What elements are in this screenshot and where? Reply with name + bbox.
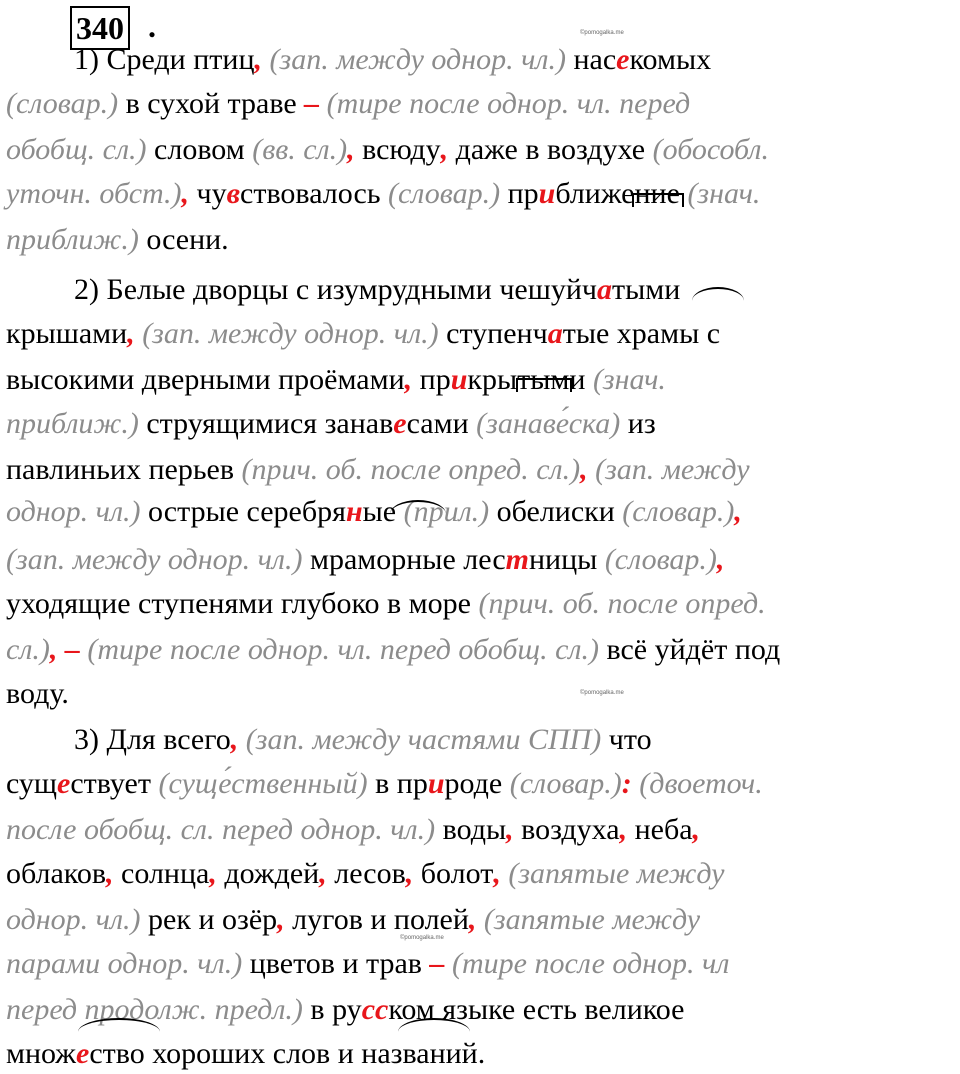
text-segment: воздуха: [513, 813, 620, 846]
text-segment: крышами: [6, 317, 128, 350]
text-segment: струящимися занав: [138, 407, 394, 440]
text-segment: даже в воздухе: [448, 133, 653, 166]
watermark: ©pomogalka.me: [580, 30, 624, 36]
highlighted-orthogram: сс: [361, 993, 389, 1026]
grammar-comment: (словар.): [509, 767, 622, 800]
text-segment: [476, 903, 484, 936]
text-segment: дождей: [216, 857, 320, 890]
grammar-comment: (тире после однор. чл: [451, 947, 730, 980]
text-line: [6, 1034, 485, 1074]
highlighted-orthogram: ,: [716, 543, 725, 576]
text-line: [6, 492, 742, 532]
text-line: [6, 854, 724, 894]
text-segment: сущ: [6, 767, 58, 800]
text-segment: всюду: [354, 133, 441, 166]
text-segment: лугов и полей: [284, 903, 469, 936]
text-segment: цветов и трав: [242, 947, 430, 980]
grammar-comment: сл.): [6, 633, 50, 666]
grammar-comment: (зап. между однор. чл.): [142, 317, 439, 350]
text-segment: 3) Для всего: [74, 723, 231, 756]
grammar-comment: приближ.): [6, 223, 139, 256]
highlighted-orthogram: ,: [468, 903, 477, 936]
text-line: [74, 270, 680, 310]
grammar-comment: (запятые между: [483, 903, 701, 936]
grammar-comment: (знач.: [687, 177, 761, 210]
text-segment: в сухой траве: [118, 87, 305, 120]
highlighted-orthogram: ,: [106, 857, 114, 890]
text-segment: 1) Среди птиц: [74, 43, 255, 76]
grammar-comment: (зап. между однор. чл.): [269, 43, 566, 76]
text-segment: ствует: [70, 767, 159, 800]
text-segment: пр: [412, 363, 451, 396]
grammar-comment: (прич. об. после опред.: [478, 587, 766, 620]
text-line: [6, 84, 690, 124]
text-segment: 2) Белые дворцы с изумрудными чешуйч: [74, 273, 597, 306]
watermark: ©pomogalka.me: [400, 935, 444, 941]
grammar-comment: парами однор. чл.): [6, 947, 243, 980]
grammar-comment: (словар.): [6, 87, 119, 120]
highlighted-orthogram: е: [76, 1037, 90, 1070]
text-segment: болот: [413, 857, 494, 890]
text-segment: в ру: [302, 993, 362, 1026]
text-segment: из: [620, 407, 656, 440]
highlighted-orthogram: :: [621, 767, 632, 800]
highlighted-orthogram: , –: [49, 633, 80, 666]
grammar-comment: однор. чл.): [6, 903, 141, 936]
text-segment: всё уйдёт под: [598, 633, 781, 666]
text-segment: ближение: [555, 177, 688, 210]
text-segment: [262, 43, 270, 76]
text-segment: пр: [500, 177, 539, 210]
highlighted-orthogram: а: [596, 273, 612, 306]
text-line: [74, 720, 652, 760]
grammar-comment: (словар.): [622, 495, 735, 528]
text-segment: солнца: [113, 857, 210, 890]
text-line: [6, 674, 69, 714]
grammar-comment: (зап. между однор. чл.): [6, 543, 303, 576]
grammar-comment: (занаве́ска): [476, 407, 621, 440]
highlighted-orthogram: ,: [127, 317, 135, 350]
highlighted-orthogram: н: [345, 495, 363, 528]
text-line: [6, 314, 720, 354]
highlighted-orthogram: ,: [506, 813, 514, 846]
highlighted-orthogram: ,: [277, 903, 285, 936]
prefix-mark: [632, 193, 684, 207]
highlighted-orthogram: ,: [692, 813, 701, 846]
text-segment: неба: [627, 813, 693, 846]
text-segment: сами: [406, 407, 477, 440]
grammar-comment: приближ.): [6, 407, 139, 440]
grammar-comment: (двоеточ.: [639, 767, 763, 800]
highlighted-orthogram: ,: [404, 363, 413, 396]
text-line: [74, 40, 711, 80]
text-segment: роде: [444, 767, 510, 800]
text-segment: крытыми: [467, 363, 593, 396]
text-segment: уходящие ступенями глубоко в море: [6, 587, 479, 620]
text-line: [6, 900, 700, 940]
text-segment: множ: [6, 1037, 77, 1070]
highlighted-orthogram: ,: [181, 177, 190, 210]
grammar-comment: (прил.): [403, 495, 490, 528]
text-segment: что: [601, 723, 652, 756]
text-segment: павлиньих перьев: [6, 453, 242, 486]
text-segment: ницы: [528, 543, 605, 576]
highlighted-orthogram: и: [538, 177, 556, 210]
highlighted-orthogram: ,: [347, 133, 355, 166]
grammar-comment: (тире после однор. чл. перед обобщ. сл.): [87, 633, 599, 666]
text-segment: высокими дверными проёмами: [6, 363, 405, 396]
prefix-mark: [516, 378, 572, 392]
text-segment: ступенч: [438, 317, 548, 350]
highlighted-orthogram: а: [547, 317, 563, 350]
text-segment: ствовалось: [240, 177, 388, 210]
text-segment: тыми: [611, 273, 681, 306]
grammar-comment: (запятые между: [508, 857, 725, 890]
highlighted-orthogram: ,: [619, 813, 628, 846]
root-arc-mark: [692, 287, 744, 301]
highlighted-orthogram: ,: [734, 495, 742, 528]
highlighted-orthogram: в: [226, 177, 241, 210]
highlighted-orthogram: т: [505, 543, 529, 576]
grammar-comment: после обобщ. сл. перед однор. чл.): [6, 813, 436, 846]
text-segment: ство хороших слов и названий.: [89, 1037, 486, 1070]
grammar-comment: (прич. об. после опред. сл.): [241, 453, 581, 486]
grammar-comment: обобщ. сл.): [6, 133, 147, 166]
text-segment: рек и озёр: [140, 903, 278, 936]
text-segment: обелиски: [489, 495, 623, 528]
text-segment: чу: [189, 177, 227, 210]
highlighted-orthogram: ,: [230, 723, 239, 756]
highlighted-orthogram: ,: [209, 857, 217, 890]
grammar-comment: (знач.: [592, 363, 666, 396]
text-segment: мраморные лес: [302, 543, 506, 576]
grammar-comment: перед продолж. предл.): [6, 993, 303, 1026]
watermark: ©pomogalka.me: [580, 690, 624, 696]
text-line: [6, 130, 769, 170]
highlighted-orthogram: ,: [405, 857, 414, 890]
text-line: [6, 450, 750, 490]
text-line: [6, 404, 656, 444]
text-segment: комых: [629, 43, 712, 76]
highlighted-orthogram: ,: [493, 857, 501, 890]
text-line: [6, 630, 780, 670]
text-segment: облаков: [6, 857, 107, 890]
grammar-comment: (обособл.: [652, 133, 769, 166]
highlighted-orthogram: е: [393, 407, 407, 440]
grammar-comment: (словар.): [604, 543, 717, 576]
text-line: [6, 540, 724, 580]
highlighted-orthogram: ,: [254, 43, 263, 76]
text-line: [6, 584, 766, 624]
text-segment: лесов: [326, 857, 406, 890]
text-segment: [319, 87, 327, 120]
text-segment: ком языке есть великое: [388, 993, 685, 1026]
highlighted-orthogram: ,: [580, 453, 588, 486]
grammar-comment: уточн. обст.): [6, 177, 182, 210]
text-segment: тые храмы с: [562, 317, 721, 350]
text-line: [6, 764, 763, 804]
text-segment: в пр: [367, 767, 428, 800]
highlighted-orthogram: и: [427, 767, 445, 800]
highlighted-orthogram: е: [57, 767, 71, 800]
text-segment: осени.: [138, 223, 229, 256]
grammar-comment: (тире после однор. чл. перед: [326, 87, 691, 120]
grammar-comment: (словар.): [388, 177, 501, 210]
text-segment: нас: [565, 43, 617, 76]
highlighted-orthogram: –: [304, 87, 320, 120]
highlighted-orthogram: –: [429, 947, 445, 980]
grammar-comment: (зап. между частями СПП): [245, 723, 602, 756]
grammar-comment: (зап. между: [595, 453, 750, 486]
grammar-comment: (суще́ственный): [158, 767, 368, 800]
text-segment: словом: [146, 133, 253, 166]
grammar-comment: однор. чл.): [6, 495, 141, 528]
highlighted-orthogram: е: [616, 43, 630, 76]
text-line: [6, 944, 729, 984]
exercise-number-dot: .: [148, 8, 156, 44]
text-segment: [588, 453, 596, 486]
text-segment: воды: [435, 813, 507, 846]
text-segment: [444, 947, 452, 980]
highlighted-orthogram: ,: [440, 133, 449, 166]
text-line: [6, 220, 229, 260]
highlighted-orthogram: и: [450, 363, 468, 396]
grammar-comment: (вв. сл.): [252, 133, 348, 166]
text-segment: ые: [362, 495, 404, 528]
text-line: [6, 810, 700, 850]
exercise-number: 340: [70, 6, 130, 50]
highlighted-orthogram: ,: [319, 857, 327, 890]
text-segment: острые серебря: [140, 495, 346, 528]
text-segment: воду.: [6, 677, 69, 710]
text-segment: [238, 723, 246, 756]
